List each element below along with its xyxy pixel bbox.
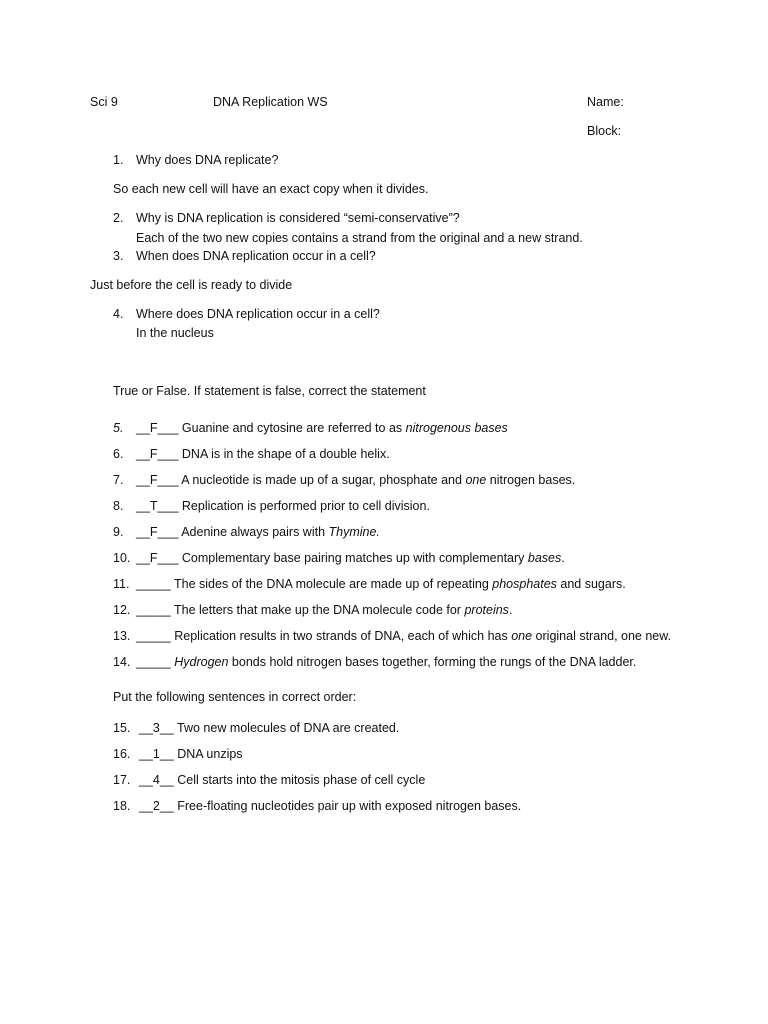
item-number: 17. <box>113 773 131 787</box>
statement-row <box>136 448 390 461</box>
answer-blank: _____ <box>136 603 171 617</box>
statement-row <box>136 630 671 643</box>
statement-text: Complementary base pairing matches up with complementary <box>181 551 528 565</box>
ordering-instructions: Put the following sentences in correct order: <box>113 690 357 704</box>
item-number: 16. <box>113 747 131 761</box>
ordering-text: DNA unzips <box>177 747 243 761</box>
emphasized-text: one <box>511 629 533 643</box>
answer-blank: __2__ <box>139 799 174 813</box>
answer-blank: __F___ <box>136 447 179 461</box>
statement-text: . <box>508 603 513 617</box>
emphasized-text: one <box>465 473 487 487</box>
statement-text: DNA is in the shape of a double helix. <box>181 447 390 461</box>
item-number: 13. <box>113 629 131 643</box>
answer-text: So each new cell will have an exact copy when it divides. <box>113 182 429 196</box>
statement-text: A nucleotide is made up of a sugar, phosphate and <box>181 473 466 487</box>
question-number: 4. <box>113 307 124 321</box>
answer-blank: __F___ <box>136 473 179 487</box>
statement-text: bonds hold nitrogen bases together, forming the rungs of the DNA ladder. <box>228 655 637 669</box>
statement-text: original strand, one new. <box>532 629 672 643</box>
ordering-row <box>139 774 425 787</box>
emphasized-text: nitrogenous bases <box>405 421 508 435</box>
emphasized-text: phosphates <box>492 577 557 591</box>
item-number: 6. <box>113 447 124 461</box>
statement-row <box>136 656 636 669</box>
item-number: 5. <box>113 421 124 435</box>
item-number: 18. <box>113 799 131 813</box>
statement-row <box>136 422 508 435</box>
answer-blank: __F___ <box>136 525 179 539</box>
name-label: Name: <box>587 95 624 109</box>
statement-text: nitrogen bases. <box>486 473 576 487</box>
statement-row <box>136 578 626 591</box>
item-number: 8. <box>113 499 124 513</box>
statement-text: Replication results in two strands of DNA, each of which has <box>174 629 512 643</box>
statement-text: Adenine always pairs with <box>181 525 329 539</box>
statement-row <box>136 552 565 565</box>
answer-blank: __F___ <box>136 421 179 435</box>
item-number: 9. <box>113 525 124 539</box>
ordering-row <box>139 800 521 813</box>
course-label: Sci 9 <box>90 95 118 109</box>
emphasized-text: Hydrogen <box>174 655 229 669</box>
true-false-instructions: True or False. If statement is false, correct the statement <box>113 384 426 398</box>
ordering-text: Cell starts into the mitosis phase of cell cycle <box>177 773 426 787</box>
question-text: Why is DNA replication is considered “semi-conservative”? <box>136 211 460 225</box>
statement-text: The letters that make up the DNA molecule code for <box>174 603 465 617</box>
worksheet-title: DNA Replication WS <box>213 95 328 109</box>
question-text: When does DNA replication occur in a cell? <box>136 249 376 263</box>
answer-blank: _____ <box>136 655 171 669</box>
question-number: 2. <box>113 211 124 225</box>
answer-blank: __1__ <box>139 747 174 761</box>
answer-text: Each of the two new copies contains a strand from the original and a new strand. <box>136 231 583 245</box>
item-number: 11. <box>113 577 130 591</box>
item-number: 10. <box>113 551 131 565</box>
answer-blank: _____ <box>136 629 171 643</box>
answer-blank: __T___ <box>136 499 179 513</box>
statement-text: Replication is performed prior to cell division. <box>181 499 430 513</box>
answer-text: Just before the cell is ready to divide <box>90 278 293 292</box>
statement-row <box>136 500 430 513</box>
emphasized-text: Thymine. <box>328 525 380 539</box>
question-number: 3. <box>113 249 124 263</box>
ordering-text: Two new molecules of DNA are created. <box>177 721 400 735</box>
ordering-text: Free-floating nucleotides pair up with exposed nitrogen bases. <box>177 799 522 813</box>
answer-blank: __F___ <box>136 551 179 565</box>
block-label: Block: <box>587 124 622 138</box>
question-text: Where does DNA replication occur in a cell? <box>136 307 380 321</box>
ordering-row <box>139 748 243 761</box>
answer-text: In the nucleus <box>136 326 214 340</box>
item-number: 14. <box>113 655 131 669</box>
statement-text: and sugars. <box>556 577 626 591</box>
statement-text: . <box>561 551 565 565</box>
question-text: Why does DNA replicate? <box>136 153 279 167</box>
item-number: 15. <box>113 721 131 735</box>
item-number: 7. <box>113 473 124 487</box>
item-number: 12. <box>113 603 131 617</box>
statement-text: Guanine and cytosine are referred to as <box>181 421 406 435</box>
statement-row <box>136 526 380 539</box>
emphasized-text: proteins <box>464 603 509 617</box>
answer-blank: _____ <box>136 577 171 591</box>
statement-row <box>136 604 512 617</box>
statement-text: The sides of the DNA molecule are made up of repeating <box>174 577 493 591</box>
emphasized-text: bases <box>527 551 562 565</box>
ordering-row <box>139 722 399 735</box>
answer-blank: __4__ <box>139 773 174 787</box>
statement-row <box>136 474 575 487</box>
answer-blank: __3__ <box>139 721 174 735</box>
question-number: 1. <box>113 153 124 167</box>
